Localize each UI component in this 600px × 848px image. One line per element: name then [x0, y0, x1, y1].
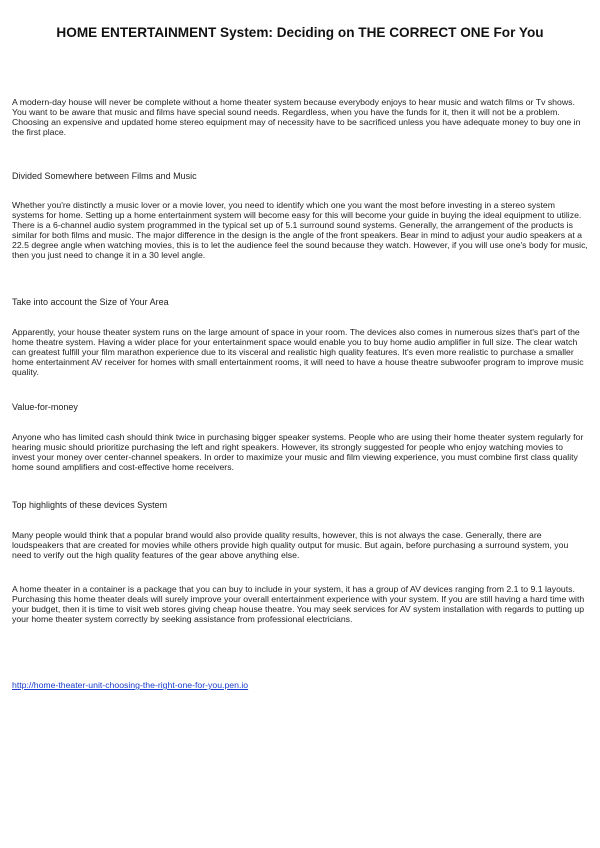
- source-link[interactable]: http://home-theater-unit-choosing-the-right-one-for-you.pen.io: [12, 680, 249, 690]
- closing-paragraph: A home theater in a container is a package that you can buy to include in your system, it has a group of AV devices ranging from 2.1 to 9.1 layouts. Purchasing this home theater deals will surely improve your overall entertainment experience with your system. If you are still having a hard time with your budget, then it is time to visit web stores giving cheap house theatre. You may seek services for AV system installation with regards to putting up your home theater system correctly by seeking assistance from professional electricians.: [12, 584, 585, 624]
- section-heading-room-size: Take into account the Size of Your Area: [12, 297, 169, 307]
- section-heading-highlights: Top highlights of these devices System: [12, 500, 168, 510]
- page-title: HOME ENTERTAINMENT System: Deciding on THE CORRECT ONE For You: [56, 25, 544, 40]
- section-body-films-music: Whether you're distinctly a music lover or a movie lover, you need to identify which one you want the most before investing in a stereo system systems for home. Setting up a home entertainment system will become easy for this will become your guide in buying the ideal equipment to utilize. There is a 6-channel audio system programmed in the typical set up of 5.1 surround sound systems. Generally, the arrangement of the products is similar for both films and music. The major difference in the design is the angle of the front speakers. Bear in mind to adjust your audio speakers at a 22.5 degree angle when watching movies, this is to let the audience feel the sound because they watch. However, if you will use one's body for music, then you just need to change it in a 30 level angle.: [12, 200, 588, 260]
- section-body-highlights: Many people would think that a popular brand would also provide quality results, however, this is not always the case. Generally, there are loudspeakers that are created for movies while others provide high quality output for music. But again, before purchasing a surround system, you need to verify out the high quality features of the gear above anything else.: [12, 530, 569, 560]
- section-body-room-size: Apparently, your house theater system runs on the large amount of space in your room. The devices also comes in numerous sizes that's part of the home theatre system. Having a wider place for your entertainment space would enable you to buy home audio amplifier in full size. The clear watch can greatest fulfill your film marathon experience due to its visceral and realistic high quality features. It's even more realistic to purchase a smaller home entertainment AV receiver for homes with small entertainment rooms, it will need to have a house theatre subwoofer program to improve music quality.: [12, 327, 584, 377]
- section-body-value: Anyone who has limited cash should think twice in purchasing bigger speaker systems. People who are using their home theater system regularly for hearing music should prioritize purchasing the left and right speakers. However, its strongly suggested for people who enjoy watching movies to invest your money over center-channel speakers. In order to maximize your music and film viewing experience, you must combine first class quality home sound amplifiers and cost-effective home receivers.: [12, 432, 584, 472]
- section-heading-films-music: Divided Somewhere between Films and Music: [12, 171, 197, 181]
- section-heading-value: Value-for-money: [12, 402, 78, 412]
- intro-paragraph: A modern-day house will never be complete without a home theater system because everybody enjoys to hear music and watch films or Tv shows. You want to be aware that music and films have special sound needs. Regardless, when you have the funds for it, then it will not be a problem. Choosing an expensive and updated home stereo equipment may of necessity have to be sacrificed unless you have adequate money to buy one in the first place.: [12, 97, 581, 137]
